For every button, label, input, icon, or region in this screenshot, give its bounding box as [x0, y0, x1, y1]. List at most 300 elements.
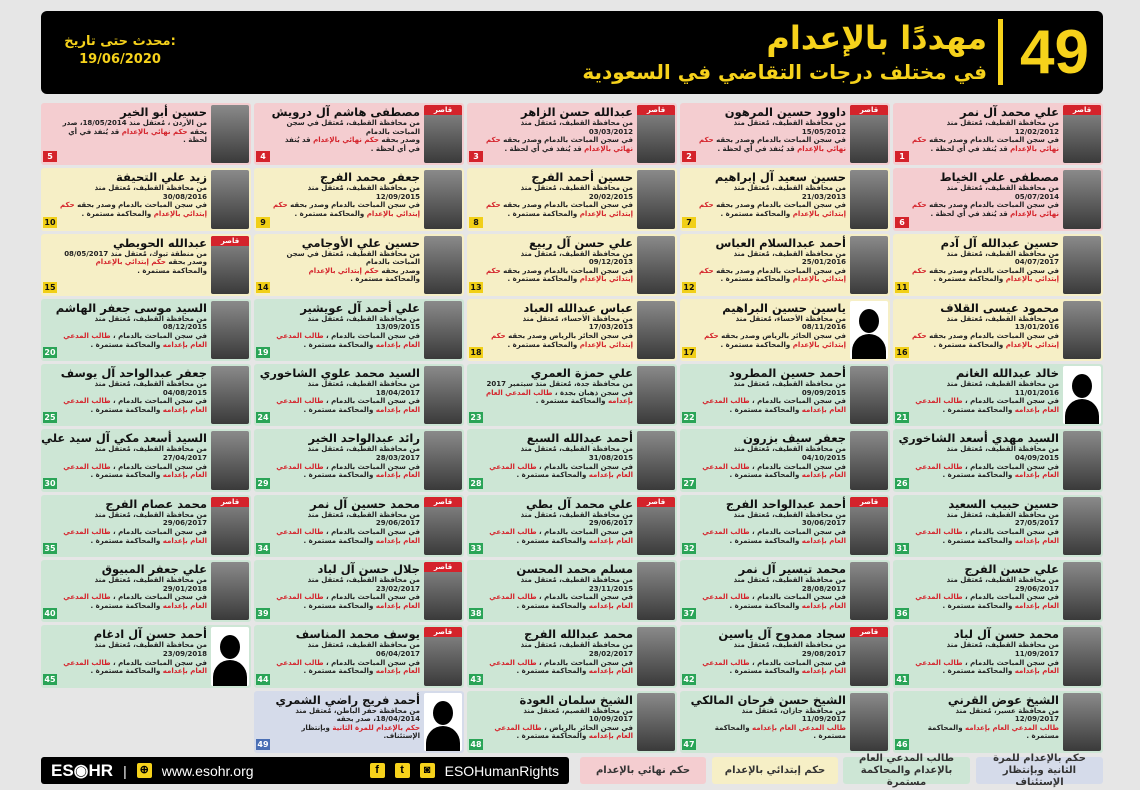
status-suffix: والمحاكمة مستمرة .: [942, 471, 1015, 480]
card-number: 30: [44, 478, 56, 488]
card-text: [698, 366, 850, 424]
detainee-card[interactable]: [467, 495, 677, 557]
card-text: [698, 627, 850, 685]
detainee-photo: [1063, 170, 1101, 228]
case-status-text: [698, 332, 846, 349]
status-highlight: طالب المدعي العام بإعدامه: [63, 527, 207, 545]
status-prefix: في سجن المباحث بالدمام ،: [110, 658, 207, 667]
origin-and-date: من محافظة جازان، مُعتقل منذ 11/09/2017: [741, 706, 846, 724]
status-highlight: حكم إبتدائي بالإعدام: [486, 201, 633, 219]
detainee-card[interactable]: [41, 168, 251, 230]
card-text: [485, 170, 637, 228]
status-prefix: في سجن المباحث بالدمام وصدر بحقه: [500, 136, 633, 145]
status-prefix: في سجن المباحث بالدمام ،: [536, 593, 633, 602]
detainee-card[interactable]: [680, 495, 890, 557]
status-prefix: وصدر بحقه: [378, 266, 420, 275]
case-status-text: [698, 463, 846, 480]
card-text: [698, 431, 850, 489]
status-prefix: في سجن المباحث بالدمام ،: [323, 397, 420, 406]
status-suffix: والمحاكمة مستمرة .: [516, 732, 589, 741]
origin-and-date: من محافظة حفر الباطن، مُعتقل منذ 18/04/2014، صدر بحقه: [295, 706, 420, 724]
origin-and-date: من محافظة القطيف، مُعتقل منذ 29/06/2017: [946, 576, 1059, 593]
card-text: [272, 170, 424, 228]
card-number-column: [469, 562, 485, 620]
status-highlight: طالب المدعي العام بإعدامه: [915, 462, 1059, 480]
status-prefix: في سجن الحائر بالرياض ،: [541, 723, 633, 732]
card-number-column: [469, 301, 485, 359]
status-highlight: طالب المدعي العام بإعدامه: [489, 462, 633, 480]
card-number-column: [43, 301, 59, 359]
status-prefix: في سجن المباحث بالدمام ،: [962, 527, 1059, 536]
origin-and-date: من محافظة القطيف، مُعتقل منذ 09/09/2015: [733, 380, 846, 397]
case-status-text: [485, 724, 633, 741]
status-prefix: في سجن المباحث بالدمام ،: [962, 397, 1059, 406]
detainee-name: داوود حسين المرهون: [724, 105, 846, 119]
status-prefix: في سجن المباحث بالدمام ،: [323, 593, 420, 602]
case-status-text: [59, 593, 207, 610]
detainee-name: محمود عيسى القلاف: [940, 300, 1059, 315]
detainee-card[interactable]: [41, 364, 251, 426]
case-status-text: [272, 201, 420, 218]
card-number: 41: [896, 674, 908, 684]
status-suffix: والمحاكمة مستمرة .: [714, 723, 846, 741]
case-status-text: [272, 267, 420, 284]
detainee-name: عبدالله الحويطي: [112, 235, 207, 250]
status-suffix: والمحاكمة مستمرة .: [942, 601, 1015, 610]
origin-and-date: من محافظة القطيف، مُعتقل منذ 28/08/2017: [733, 576, 846, 593]
status-suffix: والمحاكمة مستمرة .: [729, 667, 802, 676]
card-number: 19: [257, 348, 269, 358]
detainee-card[interactable]: [467, 429, 677, 491]
detainee-name: خالد عبدالله الغانم: [955, 366, 1059, 381]
card-text: [485, 562, 637, 620]
detainee-card[interactable]: [893, 691, 1103, 753]
website-link[interactable]: www.esohr.org: [161, 762, 254, 779]
origin-and-date: من محافظة القطيف، مُعتقل منذ 06/04/2017: [307, 641, 420, 658]
status-prefix: وصدر بحقه: [378, 136, 420, 145]
case-status-text: [59, 128, 207, 145]
detainee-card[interactable]: [467, 364, 677, 426]
detainee-photo: [637, 627, 675, 685]
status-suffix: وبإنتظار الإستئناف.: [301, 723, 420, 741]
case-status-text: [485, 136, 633, 153]
detainee-card[interactable]: [680, 560, 890, 622]
detainee-photo: [637, 562, 675, 620]
origin-and-date: من منطقة تبوك، مُعتقل منذ 08/05/2017: [64, 249, 207, 258]
case-status-text: [272, 724, 420, 741]
detainee-name: حسين عبدالله آل آدم: [940, 235, 1059, 250]
card-number-column: [43, 170, 59, 228]
card-number: 40: [44, 609, 56, 619]
status-suffix: والمحاكمة مستمرة .: [720, 210, 793, 219]
detainee-card[interactable]: [254, 364, 464, 426]
card-number: 18: [470, 348, 482, 358]
detainee-name: حسين سعيد آل إبراهيم: [714, 170, 846, 185]
detainee-photo: [211, 431, 249, 489]
card-text: [59, 497, 211, 555]
facebook-icon[interactable]: f: [370, 763, 385, 778]
detainee-card[interactable]: [41, 625, 251, 687]
updated-date: [55, 33, 185, 69]
card-text: [272, 431, 424, 489]
detainee-card[interactable]: [467, 168, 677, 230]
card-text: [485, 105, 637, 163]
detainee-name: محمد حسين آل نمر: [310, 496, 420, 511]
minor-badge: قاصر: [424, 497, 462, 507]
detainee-photo: [211, 105, 249, 163]
detainee-photo: [211, 236, 249, 294]
status-suffix: والمحاكمة مستمرة .: [303, 340, 376, 349]
origin-and-date: من محافظة عسير، مُعتقل منذ 12/09/2017: [955, 706, 1059, 724]
detainee-photo: [637, 366, 675, 424]
card-number: 24: [257, 413, 269, 423]
detainee-name: جعفر محمد الفرج: [320, 170, 420, 185]
status-prefix: في سجن المباحث بالدمام ،: [110, 462, 207, 471]
card-number: 27: [683, 478, 695, 488]
origin-and-date: من محافظة القطيف، مُعتقل منذ 13/01/2016: [946, 314, 1059, 332]
origin-and-date: من محافظة القطيف، مُعتقل في سجن المباحث بالدمام: [286, 119, 420, 136]
status-highlight: طالب المدعي العام بإعدامه: [63, 397, 207, 414]
detainee-card[interactable]: [893, 234, 1103, 296]
card-text: [59, 627, 211, 685]
card-number: 38: [470, 609, 482, 619]
status-highlight: حكم إبتدائي بالإعدام: [699, 266, 846, 284]
detainee-name: السيد مهدي أسعد الشاخوري: [898, 431, 1059, 446]
status-highlight: طالب المدعي العام بإعدامه: [276, 658, 420, 676]
detainee-card[interactable]: [680, 625, 890, 687]
detainee-card[interactable]: [680, 691, 890, 753]
detainee-card[interactable]: [893, 103, 1103, 165]
detainee-name: محمد تيسير آل نمر: [738, 562, 846, 577]
page-title: مهددًا بالإعدام: [766, 19, 987, 57]
detainee-card[interactable]: [680, 234, 890, 296]
origin-and-date: من محافظة القطيف، مُعتقل منذ 29/06/2017: [307, 510, 420, 528]
card-number-column: [895, 236, 911, 294]
case-status-text: [911, 528, 1059, 545]
card-number-column: [682, 301, 698, 359]
origin-and-date: من محافظة القطيف، مُعتقل منذ 12/09/2015: [307, 184, 420, 201]
detainee-photo: [1063, 693, 1101, 751]
status-suffix: والمحاكمة مستمرة .: [90, 667, 163, 676]
status-suffix: والمحاكمة مستمرة .: [729, 601, 802, 610]
detainee-card[interactable]: [680, 364, 890, 426]
status-highlight: طالب المدعي العام بإعدامه: [489, 658, 633, 676]
card-number-column: [895, 170, 911, 228]
silhouette-placeholder: [424, 693, 462, 751]
detainee-card[interactable]: [893, 299, 1103, 361]
status-prefix: في سجن المباحث بالدمام وصدر بحقه: [500, 201, 633, 210]
origin-and-date: من محافظة القصيم، مُعتقل منذ 10/09/2017: [523, 706, 633, 724]
status-highlight: طالب المدعي العام بإعدامه: [915, 658, 1059, 676]
card-number: 39: [257, 609, 269, 619]
case-status-text: [911, 593, 1059, 610]
status-highlight: حكم نهائي بالإعدام: [313, 136, 379, 145]
detainee-photo: [424, 627, 462, 685]
detainee-name: عبدالله حسن الزاهر: [521, 105, 633, 119]
detainee-card[interactable]: [254, 103, 464, 165]
status-suffix: والمحاكمة مستمرة .: [137, 266, 207, 275]
card-text: [911, 301, 1063, 359]
detainee-photo: [850, 366, 888, 424]
status-suffix: والمحاكمة مستمرة .: [729, 405, 802, 414]
card-text: [690, 692, 850, 751]
detainee-card[interactable]: [254, 168, 464, 230]
detainee-name: الشيخ سلمان العودة: [519, 692, 633, 707]
card-number-column: [895, 105, 911, 163]
detainee-card[interactable]: [680, 103, 890, 165]
card-number-column: [469, 170, 485, 228]
case-status-text: [911, 267, 1059, 284]
detainee-card[interactable]: [893, 168, 1103, 230]
case-status-text: [272, 332, 420, 349]
status-prefix: في سجن المباحث بالدمام ،: [536, 527, 633, 536]
status-highlight: طالب المدعي العام بإعدامه: [702, 462, 846, 480]
detainee-card[interactable]: [467, 691, 677, 753]
detainee-photo: [850, 170, 888, 228]
detainee-photo: [424, 105, 462, 163]
status-suffix: والمحاكمة مستمرة .: [720, 340, 793, 349]
status-suffix: والمحاكمة مستمرة .: [516, 471, 589, 480]
card-text: [485, 301, 637, 359]
instagram-icon[interactable]: ◙: [420, 763, 435, 778]
case-status-text: [911, 397, 1059, 414]
status-suffix: والمحاكمة مستمرة .: [303, 601, 376, 610]
status-highlight: طالب المدعي العام بإعدامه: [752, 723, 846, 732]
minor-badge: قاصر: [850, 105, 888, 115]
status-suffix: والمحاكمة مستمرة .: [729, 536, 802, 545]
detainee-photo: [1063, 562, 1101, 620]
detainee-name: جعفر سيف بزرون: [743, 431, 846, 446]
card-number-column: [256, 105, 272, 163]
status-highlight: طالب المدعي العام بإعدامه: [915, 593, 1059, 610]
detainee-card[interactable]: [41, 495, 251, 557]
legend-second: حكم بالإعدام للمرة الثانية وبإنتظار الإستئناف: [976, 757, 1103, 784]
origin-and-date: من محافظة القطيف، مُعتقل منذ 29/06/2017: [520, 510, 633, 528]
detainee-photo: [1063, 236, 1101, 294]
card-number-column: [43, 366, 59, 424]
status-suffix: والمحاكمة مستمرة .: [507, 275, 580, 284]
status-highlight: طالب المدعي العام بإعدامه: [276, 527, 420, 545]
card-number-column: [256, 562, 272, 620]
card-number-column: [682, 105, 698, 163]
status-prefix: في سجن ذهبان بجدة ،: [552, 388, 633, 397]
card-number-column: [43, 497, 59, 555]
detainee-photo: [1063, 301, 1101, 359]
status-highlight: حكم نهائي بالإعدام: [699, 136, 846, 153]
detainee-card[interactable]: [254, 234, 464, 296]
card-number: 17: [683, 348, 695, 358]
silhouette-placeholder: [1063, 366, 1101, 424]
status-suffix: والمحاكمة مستمرة .: [927, 723, 1059, 741]
card-number-column: [256, 170, 272, 228]
detainee-card[interactable]: [893, 364, 1103, 426]
card-number: 33: [470, 544, 482, 554]
status-prefix: في سجن المباحث بالدمام وصدر بحقه: [287, 201, 420, 210]
detainee-name: أحمد حسين المطرود: [729, 366, 846, 381]
status-highlight: طالب المدعي العام بإعدامه: [276, 332, 420, 349]
status-suffix: والمحاكمة مستمرة .: [90, 536, 163, 545]
updated-value: 19/06/2020: [79, 52, 161, 67]
card-text: [911, 366, 1063, 424]
detainee-card[interactable]: [254, 560, 464, 622]
card-number: 42: [683, 674, 695, 684]
detainee-card[interactable]: [41, 299, 251, 361]
detainee-name: السيد أسعد مكي آل سيد علي: [41, 431, 207, 446]
status-highlight: حكم إبتدائي بالإعدام: [491, 332, 633, 349]
detainee-card[interactable]: [893, 495, 1103, 557]
case-status-text: [485, 332, 633, 349]
detainee-photo: [637, 236, 675, 294]
card-number-column: [43, 105, 59, 163]
card-number-column: [895, 693, 911, 751]
detainee-card[interactable]: [680, 299, 890, 361]
detainee-photo: [424, 301, 462, 359]
detainee-card[interactable]: [254, 429, 464, 491]
detainee-card[interactable]: [254, 691, 464, 753]
card-number: 35: [44, 544, 56, 554]
detainee-card[interactable]: [893, 625, 1103, 687]
status-highlight: طالب المدعي العام بإعدامه: [702, 658, 846, 676]
header-divider: [998, 19, 1003, 85]
status-highlight: حكم إبتدائي بالإعدام: [486, 266, 633, 284]
card-text: [272, 105, 424, 163]
origin-and-date: من محافظة القطيف، مُعتقل منذ 04/08/2015: [94, 380, 207, 397]
card-text: [911, 497, 1063, 555]
legend-prosecutor: طالب المدعي العام بالإعدام والمحاكمة مستمرة: [843, 757, 970, 784]
status-suffix: والمحاكمة مستمرة .: [507, 210, 580, 219]
status-suffix: والمحاكمة مستمرة .: [933, 275, 1006, 284]
detainee-card[interactable]: [254, 299, 464, 361]
detainee-name: جلال حسن آل لباد: [317, 562, 420, 577]
card-number: 36: [896, 609, 908, 619]
card-number: 45: [44, 674, 56, 684]
origin-and-date: من محافظة القطيف، مُعتقل منذ 13/09/2015: [307, 314, 420, 332]
status-highlight: طالب المدعي العام بإعدامه: [965, 723, 1059, 732]
case-status-text: [911, 136, 1059, 153]
social-handle[interactable]: ESOHumanRights: [444, 762, 559, 779]
status-suffix: والمحاكمة مستمرة .: [303, 471, 376, 480]
status-highlight: حكم إبتدائي بالإعدام: [912, 332, 1059, 349]
card-number: 14: [257, 282, 269, 292]
card-number: 22: [683, 413, 695, 423]
detainee-photo: [211, 301, 249, 359]
detainee-card[interactable]: [467, 560, 677, 622]
detainee-card[interactable]: [893, 560, 1103, 622]
status-highlight: طالب المدعي العام بإعدامه: [702, 527, 846, 545]
status-suffix: قد يُنفذ في أي لحظة .: [930, 210, 1011, 219]
detainee-name: أحمد عبدالله السبع: [526, 431, 633, 446]
card-text: [911, 627, 1063, 685]
card-number-column: [43, 627, 59, 685]
detainee-photo: [211, 366, 249, 424]
detainee-name: مسلم محمد المحسن: [516, 562, 633, 577]
detainee-card[interactable]: [41, 560, 251, 622]
twitter-icon[interactable]: t: [395, 763, 410, 778]
case-status-text: [59, 463, 207, 480]
detainee-card[interactable]: [41, 103, 251, 165]
status-highlight: طالب المدعي العام بإعدامه: [486, 388, 633, 406]
status-prefix: في سجن المباحث بالدمام ،: [962, 593, 1059, 602]
globe-icon: ⊕: [137, 763, 152, 778]
detainee-card[interactable]: [467, 299, 677, 361]
status-highlight: طالب المدعي العام بإعدامه: [702, 397, 846, 414]
card-number: 6: [895, 217, 909, 228]
status-suffix: والمحاكمة مستمرة .: [535, 397, 608, 406]
card-number: 4: [256, 151, 270, 162]
case-status-text: [911, 724, 1059, 741]
minor-badge: قاصر: [211, 236, 249, 246]
card-number-column: [682, 170, 698, 228]
status-suffix: والمحاكمة مستمرة .: [294, 210, 367, 219]
esohr-logo: ES◉HR: [51, 760, 114, 780]
status-suffix: والمحاكمة مستمرة .: [90, 601, 163, 610]
status-suffix: والمحاكمة مستمرة .: [90, 471, 163, 480]
origin-and-date: من محافظة القطيف، مُعتقل في سجن المباحث بالدمام: [286, 249, 420, 267]
detainee-card[interactable]: [467, 234, 677, 296]
origin-and-date: من محافظة القطيف، مُعتقل منذ 29/01/2018: [94, 576, 207, 593]
origin-and-date: من محافظة القطيف، مُعتقل منذ 11/09/2017: [946, 641, 1059, 658]
minor-badge: قاصر: [424, 627, 462, 637]
card-number: 32: [683, 544, 695, 554]
status-highlight: حكم إبتدائي بالإعدام: [308, 266, 379, 275]
card-text: [485, 497, 637, 555]
status-prefix: في سجن المباحث بالدمام وصدر بحقه: [926, 266, 1059, 275]
card-text: [272, 301, 424, 359]
origin-and-date: من محافظة القطيف، مُعتقل منذ 23/02/2017: [307, 576, 420, 593]
case-status-text: [485, 528, 633, 545]
case-status-text: [698, 724, 846, 741]
origin-and-date: من محافظة القطيف، مُعتقل منذ 04/10/2015: [733, 445, 846, 463]
case-status-text: [59, 528, 207, 545]
detainee-card[interactable]: [41, 234, 251, 296]
status-prefix: في سجن المباحث بالدمام وصدر بحقه: [713, 201, 846, 210]
origin-and-date: من محافظة الأحساء، مُعتقل منذ 08/11/2016: [735, 314, 846, 332]
detainee-card[interactable]: [467, 103, 677, 165]
status-highlight: طالب المدعي العام بإعدامه: [702, 593, 846, 610]
origin-and-date: من محافظة القطيف، مُعتقل منذ 28/02/2017: [520, 641, 633, 658]
detainee-card[interactable]: [41, 429, 251, 491]
minor-badge: قاصر: [637, 497, 675, 507]
case-status-text: [485, 659, 633, 676]
detainee-name: ياسين حسين البراهيم: [722, 300, 846, 315]
detainee-card[interactable]: [254, 625, 464, 687]
card-text: [698, 236, 850, 294]
detainee-card[interactable]: [254, 495, 464, 557]
detainee-card[interactable]: [893, 429, 1103, 491]
status-prefix: في سجن المباحث بالدمام ،: [749, 658, 846, 667]
status-highlight: طالب المدعي العام بإعدامه: [915, 527, 1059, 545]
card-text: [272, 562, 424, 620]
status-suffix: قد يُنفذ في أي لحظة .: [68, 127, 207, 145]
header-banner: [41, 11, 1103, 94]
status-prefix: في سجن المباحث بالدمام ،: [749, 462, 846, 471]
status-prefix: في سجن المباحث بالدمام ،: [323, 332, 420, 341]
status-highlight: حكم إبتدائي بالإعدام: [273, 201, 420, 219]
status-suffix: والمحاكمة مستمرة .: [90, 340, 163, 349]
card-text: [59, 170, 211, 228]
card-number-column: [469, 627, 485, 685]
card-text: [59, 105, 211, 163]
case-status-text: [272, 136, 420, 153]
detainee-card[interactable]: [467, 625, 677, 687]
status-prefix: في سجن المباحث بالدمام وصدر بحقه: [500, 266, 633, 275]
detainee-card[interactable]: [680, 168, 890, 230]
case-status-text: [485, 267, 633, 284]
detainee-card[interactable]: [680, 429, 890, 491]
detainee-photo: [424, 170, 462, 228]
detainee-name: أحمد عبدالواحد الفرج: [725, 496, 846, 511]
detainee-name: زيد علي التحيفة: [116, 170, 207, 185]
